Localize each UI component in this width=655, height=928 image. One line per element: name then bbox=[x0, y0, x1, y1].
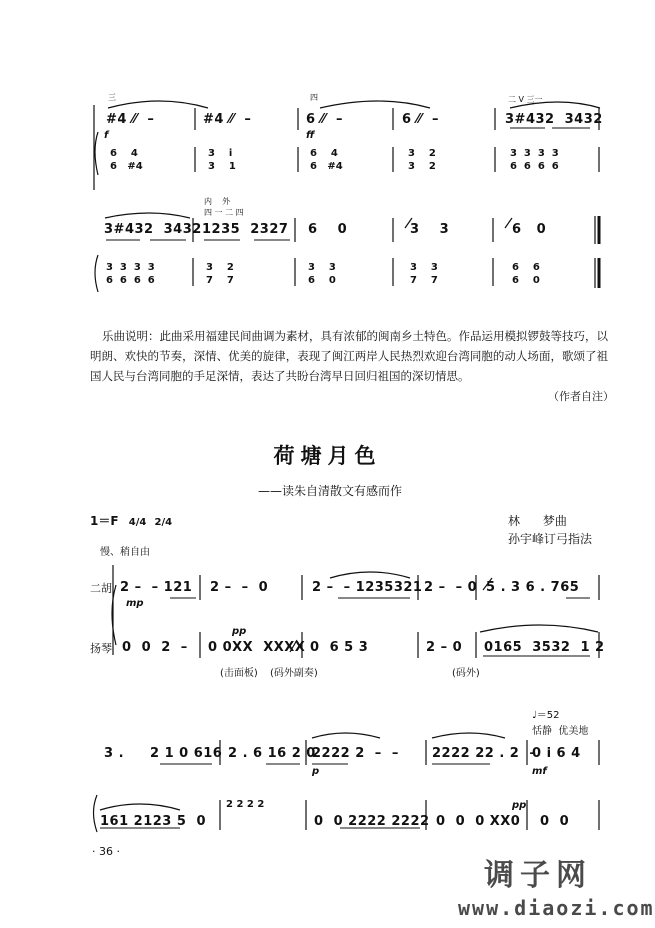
chord-top: 6 4 bbox=[110, 148, 138, 159]
chord-bottom: 6 6 6 6 bbox=[510, 161, 559, 172]
note-cell: 6 ⁄⁄ – bbox=[402, 112, 439, 127]
note-cell: 0 6 5 3 bbox=[310, 640, 369, 655]
dynamic-mark: ff bbox=[306, 130, 315, 141]
chord-top: 3 3 bbox=[308, 262, 336, 273]
note-cell: 0165 3532 1 2 bbox=[484, 640, 605, 655]
chord-top: 3 2 bbox=[408, 148, 436, 159]
chord-top: 6 4 bbox=[310, 148, 338, 159]
dynamic-mark: f bbox=[104, 130, 109, 141]
dynamic-mark: pp bbox=[512, 800, 527, 811]
chord-stack: 2 2 2 2 bbox=[226, 799, 265, 810]
chord-bottom: 3 1 bbox=[208, 161, 236, 172]
note-cell: 0 0 2222 2222 bbox=[314, 814, 430, 829]
page-number: · 36 · bbox=[92, 845, 120, 858]
performance-note: (码外) bbox=[452, 668, 480, 679]
note-cell: 6 0 bbox=[308, 222, 348, 237]
note-cell: 5 . 3 6 . 765 bbox=[486, 580, 580, 595]
note-cell: 6 0 bbox=[512, 222, 547, 237]
metronome-mark: ♩＝52 bbox=[532, 710, 560, 721]
note-cell: 2 1 0 616 bbox=[150, 746, 223, 761]
note-cell: #4 ⁄⁄ – bbox=[203, 112, 252, 127]
note-cell: 3#432 3432 bbox=[104, 222, 202, 237]
note-cell: 3 . bbox=[104, 746, 125, 761]
piece-subtitle: ——读朱自清散文有感而作 bbox=[258, 484, 403, 498]
fingering-marks: 内 外 四 一 二 四 bbox=[204, 197, 244, 217]
chord-top: 3 3 3 3 bbox=[510, 148, 559, 159]
program-note-attribution: （作者自注） bbox=[548, 390, 614, 403]
watermark-logo: 调子网 bbox=[484, 858, 592, 893]
note-cell: 2 – – 1235321 bbox=[312, 580, 423, 595]
note-cell: 0 0XX XXXX bbox=[208, 640, 306, 655]
section-mark-4: 四 bbox=[310, 93, 318, 102]
instrument-label-yangqin: 扬琴 bbox=[90, 642, 112, 655]
chord-top: 3 2 bbox=[206, 262, 234, 273]
chord-bottom: 6 0 bbox=[308, 275, 336, 286]
chord-top: 3 3 bbox=[410, 262, 438, 273]
dynamic-mark: pp bbox=[232, 626, 247, 637]
note-cell: 2 . 6 16 2 0 bbox=[228, 746, 316, 761]
composer-credit: 林 梦曲 bbox=[508, 514, 567, 528]
note-cell: 2222 2 – – bbox=[312, 746, 399, 761]
chord-bottom: 6 6 6 6 bbox=[106, 275, 155, 286]
note-cell: 3#432 3432 bbox=[505, 112, 603, 127]
key-signature bbox=[90, 512, 172, 529]
bowing-mark: 二 V 三一 bbox=[508, 95, 543, 104]
note-cell: 161 2123 5 0 bbox=[100, 814, 207, 829]
expression-mark: 恬静 优美地 bbox=[532, 726, 589, 737]
chord-bottom: 3 2 bbox=[408, 161, 436, 172]
program-note: 乐曲说明：此曲采用福建民间曲调为素材，具有浓郁的闽南乡土特色。作品运用模拟锣鼓等技巧，以明朗、欢快的节奏，深情、优美的旋律，表现了闽江两岸人民热烈欢迎台湾同胞的动人场面，歌颂了祖国人民与台湾同胞的手足深情，表达了共盼台湾早日回归祖国的深切情思。 bbox=[90, 329, 608, 383]
note-cell: 2 – – 121 bbox=[120, 580, 193, 595]
chord-bottom: 6 0 bbox=[512, 275, 540, 286]
chord-top: 6 6 bbox=[512, 262, 540, 273]
note-cell: 2 – – 0 bbox=[210, 580, 269, 595]
note-cell: 0 0 2 – bbox=[122, 640, 188, 655]
note-cell: #4 ⁄⁄ – bbox=[106, 112, 155, 127]
section-mark-3: 三 bbox=[108, 93, 116, 102]
dynamic-mark: mp bbox=[126, 598, 144, 609]
note-cell: 2 – – 0 bbox=[424, 580, 478, 595]
instrument-label-erhu: 二胡 bbox=[90, 582, 112, 595]
chord-bottom: 6 #4 bbox=[310, 161, 343, 172]
chord-top: 3 i bbox=[208, 148, 233, 159]
chord-top: 3 3 3 3 bbox=[106, 262, 155, 273]
note-cell: 6 ⁄⁄ – bbox=[306, 112, 343, 127]
note-cell: 0 0 bbox=[540, 814, 570, 829]
tempo-marking: 慢、稍自由 bbox=[100, 547, 150, 558]
chord-bottom: 6 #4 bbox=[110, 161, 143, 172]
arranger-credit: 孙宇峰订弓指法 bbox=[508, 532, 593, 546]
performance-note: (码外副奏) bbox=[270, 668, 318, 679]
key-signature-text: 1＝F bbox=[90, 514, 119, 528]
time-signature: 2/4 bbox=[154, 517, 173, 528]
time-signature: 4/4 bbox=[128, 517, 147, 528]
note-cell: 0 0 0 XX0 bbox=[436, 814, 521, 829]
dynamic-mark: mf bbox=[532, 766, 547, 777]
dynamic-mark: p bbox=[312, 766, 320, 777]
piece-title: 荷塘月色 bbox=[273, 444, 382, 468]
note-cell: 0 i 6 4 bbox=[532, 746, 581, 761]
performance-note: (击面板) bbox=[220, 668, 258, 679]
note-cell: 3 3 bbox=[410, 222, 450, 237]
note-cell: 2222 22 . 2 – bbox=[432, 746, 537, 761]
chord-bottom: 7 7 bbox=[206, 275, 234, 286]
note-cell: 2 – 0 bbox=[426, 640, 463, 655]
watermark-url: www.diaozi.com bbox=[458, 896, 655, 920]
chord-bottom: 7 7 bbox=[410, 275, 438, 286]
note-cell: 1235 2327 bbox=[202, 222, 289, 237]
